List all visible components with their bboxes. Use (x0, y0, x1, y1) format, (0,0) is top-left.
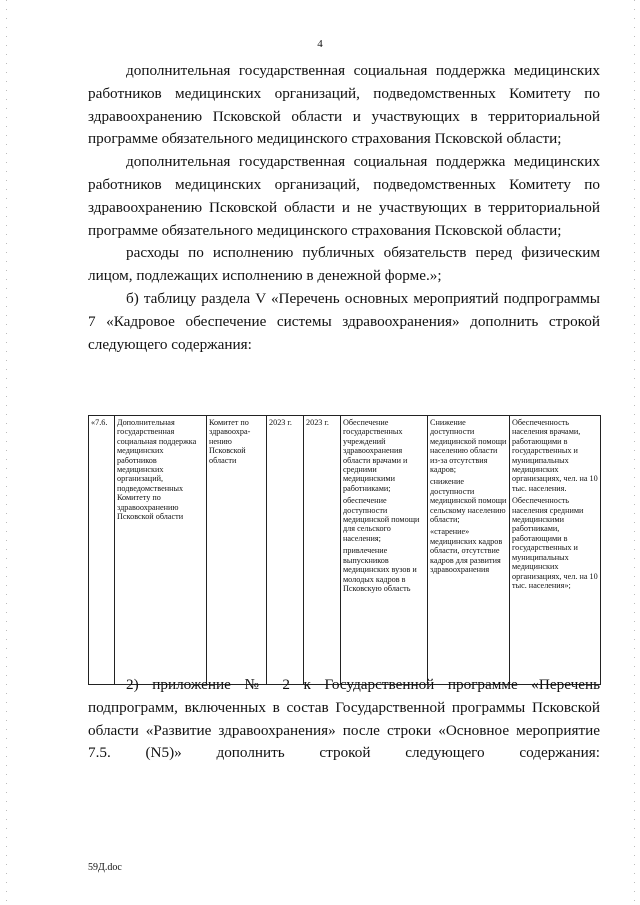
paragraph-support-participating: дополнительная государственная социальная поддержка медицинских работников медицинских организаций, подведомственных Комитету по здравоохранению Псковской области и участвующих в территориальной программе обязательного медицинского страхования Псковской области; (88, 62, 600, 148)
indicator-item: Обеспеченность населения врачами, работающими в государственных и муниципальных медицинских организациях, чел. на 10 тыс. населения. (512, 418, 598, 493)
cell-end-year: 2023 г. (304, 416, 341, 685)
consequence-item: Снижение доступности медицинской помощи населению области из-за отсутствия кадров; (430, 418, 507, 475)
paragraph-table-amendment: б) таблицу раздела V «Перечень основных мероприятий подпрограммы 7 «Кадровое обеспечение системы здравоохранения» дополнить строкой следующего содержания: (88, 289, 600, 353)
cell-indicators (510, 416, 601, 685)
result-item: Обеспечение государственных учреждений здравоохранения области врачами и средними медицинскими работниками; (343, 418, 408, 493)
indicator-item: Обеспеченность населения средними медицинскими работниками, работающими в государственных и муниципальных медицинских организациях, чел. на 10 тыс. населения»; (512, 496, 598, 590)
consequence-item: «старение» медицинских кадров области, отсутствие кадров для развития здравоохранения (430, 527, 503, 575)
cell-start-year: 2023 г. (267, 416, 304, 685)
body-text-bottom (88, 674, 600, 765)
cell-consequences (428, 416, 510, 685)
paragraph-support-non-participating: дополнительная государственная социальная поддержка медицинских работников медицинских организаций, подведомственных Комитету по здравоохранению Псковской области и не участвующих в территориальной программе обязательного медицинского страхования Псковской области; (88, 153, 600, 239)
body-text-top (88, 60, 600, 356)
file-name-footer: 59Д.doc (88, 862, 122, 873)
table-row (89, 416, 601, 685)
result-item: обеспечение доступности медицинской помощи для сельского населения; (343, 496, 420, 543)
cell-expected-result (341, 416, 428, 685)
right-margin-scan-dots (634, 0, 635, 905)
consequence-item: снижение доступности медицинской помощи сельскому населению области; (430, 477, 507, 525)
paragraph-appendix-2: 2) приложение № 2 к Государственной программе «Перечень подпрограмм, включенных в состав Государственной программы Псковской области «Развитие здравоохранения» после строки «Основное мероприятие 7.5. (N5)» дополнить строкой следующего содержания: (88, 676, 600, 762)
page-number: 4 (317, 38, 323, 50)
measures-table (88, 415, 601, 685)
cell-measure: Дополнительная государственная социальная поддержка медицинских работников медицинских организаций, подведомственных Комитету по здравоохранению Псковской области (115, 416, 207, 685)
paragraph-public-obligations: расходы по исполнению публичных обязательств перед физическим лицом, подлежащих исполнению в денежной форме.»; (88, 244, 600, 285)
result-item: привлечение выпускников медицинских вузов и молодых кадров в Псковскую область (343, 546, 417, 593)
left-margin-scan-dots (6, 0, 7, 905)
cell-number: «7.6. (89, 416, 115, 685)
cell-executor: Комитет по здравоохра-нению Псковской области (207, 416, 267, 685)
